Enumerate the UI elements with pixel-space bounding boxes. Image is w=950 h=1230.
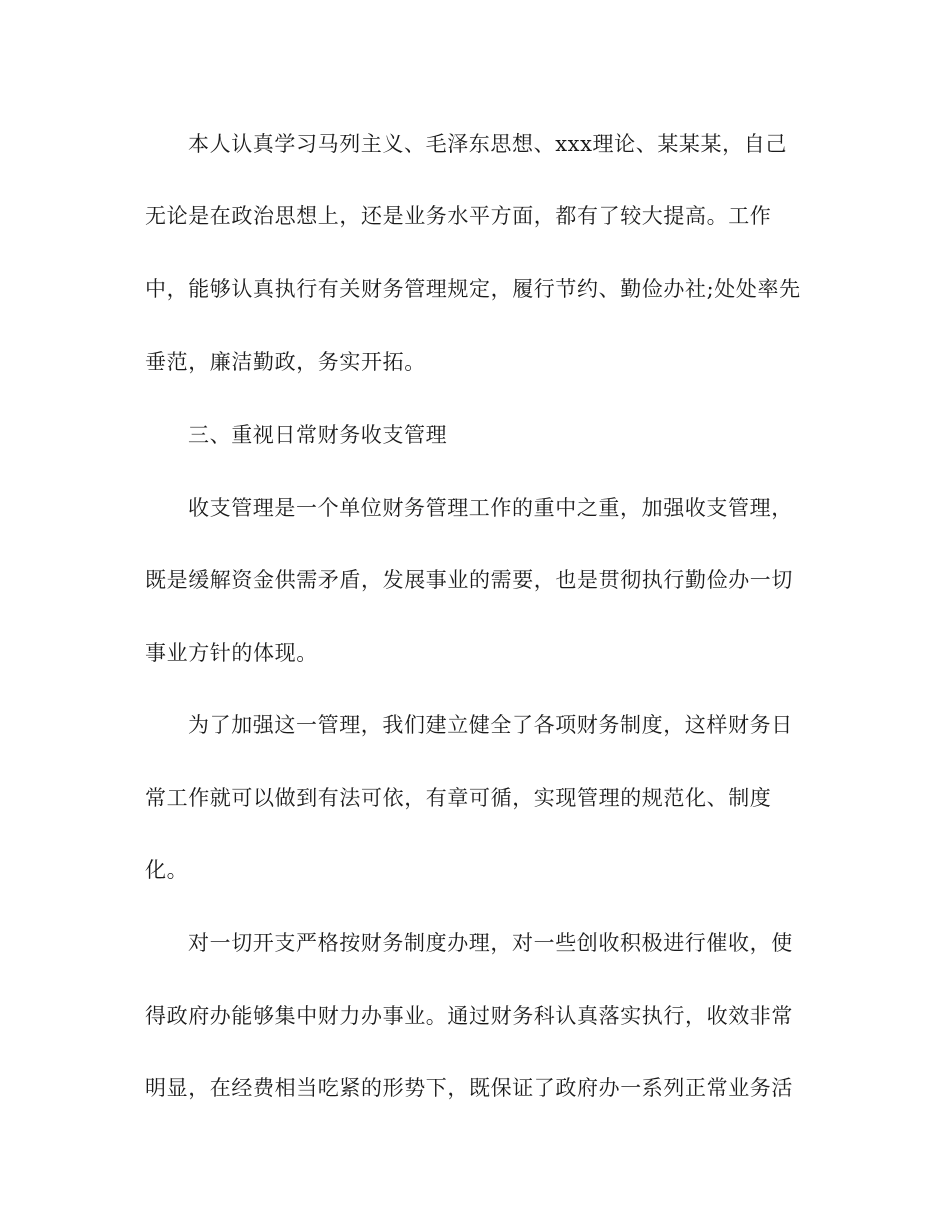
paragraph-2-line-2: 既是缓解资金供需矛盾，发展事业的需要，也是贯彻执行勤俭办一切 [145,568,793,592]
paragraph-3-line-1: 为了加强这一管理，我们建立健全了各项财务制度，这样财务日 [188,713,793,737]
paragraph-3-line-3: 化。 [145,858,189,882]
paragraph-1-line-2: 无论是在政治思想上，还是业务水平方面，都有了较大提高。工作 [145,204,772,228]
paragraph-1-line-1: 本人认真学习马列主义、毛泽东思想、xxx理论、某某某，自己 [188,132,787,156]
paragraph-4-line-3: 明显，在经费相当吃紧的形势下，既保证了政府办一系列正常业务活 [145,1076,793,1100]
paragraph-1-line-3: 中，能够认真执行有关财务管理规定，履行节约、勤俭办社;处处率先 [145,277,801,301]
paragraph-2-line-1: 收支管理是一个单位财务管理工作的重中之重，加强收支管理， [188,496,793,520]
paragraph-4-line-1: 对一切开支严格按财务制度办理，对一些创收积极进行催收，使 [188,931,793,955]
section-heading: 三、重视日常财务收支管理 [188,423,448,447]
paragraph-3-line-2: 常工作就可以做到有法可依，有章可循，实现管理的规范化、制度 [145,786,772,810]
paragraph-4-line-2: 得政府办能够集中财力办事业。通过财务科认真落实执行，收效非常 [145,1004,793,1028]
paragraph-1-line-4: 垂范，廉洁勤政，务实开拓。 [145,350,426,374]
paragraph-2-line-3: 事业方针的体现。 [145,641,318,665]
